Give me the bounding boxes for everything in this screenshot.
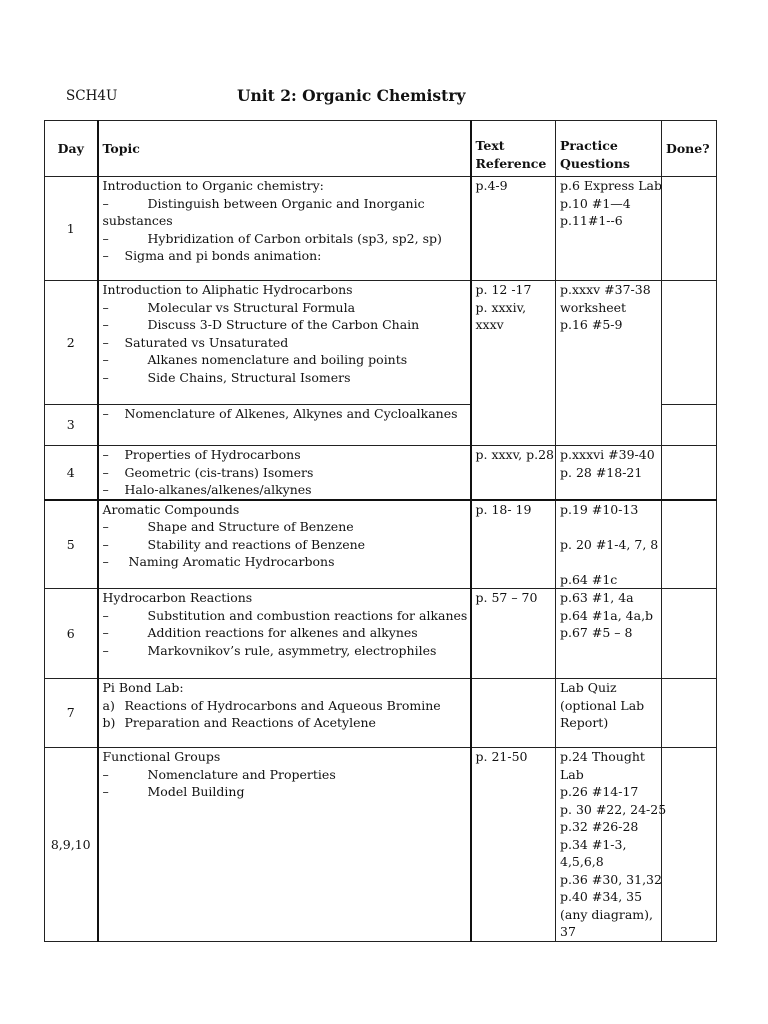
topic-item-text: Alkanes nomenclature and boiling points [147, 352, 408, 367]
practice-question-line [560, 518, 657, 536]
table-row [45, 748, 717, 942]
schedule-table-wrapper [44, 120, 716, 942]
topic-item [103, 369, 466, 387]
topic-item-text: Molecular vs Structural Formula [147, 299, 356, 315]
done-cell[interactable] [662, 500, 717, 589]
practice-question-line: p.64 #1a, 4a,b [560, 607, 654, 623]
practice-question-line: p.xxxv #37-38 [560, 282, 651, 297]
practice-question-line: p.24 Thought [560, 749, 645, 764]
topic-item [103, 624, 466, 642]
practice-question-line: p.34 #1-3, [560, 836, 627, 852]
day-cell [45, 679, 98, 748]
header-row [45, 121, 717, 177]
topic-item-text: Saturated vs Unsaturated [124, 334, 289, 350]
topic-item-text: Hybridization of Carbon orbitals (sp3, sp2, sp) [147, 230, 442, 246]
practice-question-line: p.67 #5 – 8 [560, 625, 633, 640]
topic-item [103, 607, 466, 625]
day-number: 2 [66, 334, 75, 350]
topic-item-text: Side Chains, Structural Isomers [147, 369, 351, 385]
dash-bullet: – [102, 406, 109, 421]
practice-question-line [560, 553, 657, 571]
schedule-table [44, 120, 717, 942]
day-cell [45, 281, 98, 405]
table-row [45, 679, 717, 748]
practice-question-line: p.63 #1, 4a [560, 590, 634, 605]
text-reference-cell [471, 177, 556, 281]
day-cell [45, 177, 98, 281]
topic-title: Hydrocarbon Reactions [102, 590, 253, 605]
topic-item-text: Stability and reactions of Benzene [147, 536, 366, 552]
dash-bullet: – [102, 536, 109, 552]
day-number: 7 [66, 705, 75, 721]
topic-item-text: Nomenclature of Alkenes, Alkynes and Cycloalkanes [124, 406, 458, 421]
topic-item-text: Halo-alkanes/alkenes/alkynes [124, 482, 312, 497]
dash-bullet: – [102, 369, 109, 385]
practice-question-line: p.6 Express Lab [560, 178, 663, 193]
practice-question-line: Report) [560, 715, 609, 730]
text-reference-cell [471, 589, 556, 679]
column-header-text-reference-line-1: Text [475, 138, 505, 153]
text-reference-line: xxxv [475, 317, 504, 332]
practice-question-line: p.10 #1—4 [560, 195, 631, 211]
dash-bullet: – [102, 784, 109, 799]
dash-bullet: – [102, 317, 109, 332]
day-cell [45, 748, 98, 942]
topic-title: Pi Bond Lab: [102, 680, 184, 695]
dash-bullet: – [102, 625, 109, 640]
text-reference-cell [471, 500, 556, 589]
schedule-body [45, 177, 717, 942]
topic-item [103, 334, 466, 352]
done-cell[interactable] [662, 405, 717, 446]
column-header-practice-line-1: Practice [560, 138, 618, 153]
topic-item-text: Shape and Structure of Benzene [147, 519, 354, 534]
day-number: 4 [66, 464, 75, 480]
topic-item-text: Model Building [147, 784, 245, 799]
column-header-text-reference [471, 121, 556, 177]
text-reference-cell [471, 446, 556, 500]
text-reference-line: p. 12 -17 [475, 282, 532, 297]
practice-questions-cell [556, 500, 662, 589]
topic-item [103, 446, 466, 464]
dash-bullet: – [102, 607, 109, 623]
column-header-topic [98, 121, 471, 177]
practice-question-line: Lab [560, 766, 584, 782]
topic-item-text: Nomenclature and Properties [147, 766, 336, 782]
table-row [45, 281, 717, 405]
practice-question-line: 4,5,6,8 [560, 854, 604, 869]
topic-cell [98, 589, 471, 679]
topic-item-text: Naming Aromatic Hydrocarbons [128, 554, 335, 569]
topic-cell [98, 281, 471, 405]
practice-question-line: (optional Lab [560, 697, 645, 713]
course-code: SCH4U [66, 88, 118, 104]
topic-title: Functional Groups [102, 749, 221, 764]
practice-question-line: p.36 #30, 31,32 [560, 871, 662, 887]
day-number: 8,9,10 [50, 836, 91, 852]
dash-bullet: – [102, 519, 109, 534]
topic-item [103, 481, 466, 499]
topic-item [103, 195, 466, 213]
text-reference-line: p. 18- 19 [475, 501, 532, 517]
table-row [45, 589, 717, 679]
unit-title: Unit 2: Organic Chemistry [237, 86, 466, 105]
practice-question-line: p. 28 #18-21 [560, 464, 643, 480]
topic-item-text: Sigma and pi bonds animation: [124, 248, 322, 263]
column-header-done [662, 121, 717, 177]
text-reference-line: p. xxxv, p.28 [475, 447, 555, 462]
practice-question-line: p. 20 #1-4, 7, 8 [560, 536, 659, 552]
topic-cell [98, 177, 471, 281]
column-header-text-reference-line-2: Reference [475, 155, 547, 171]
topic-item [103, 642, 466, 660]
day-cell [45, 500, 98, 589]
practice-questions-cell [556, 446, 662, 500]
text-reference-cell [471, 679, 556, 748]
topic-item-marker: a) [102, 697, 115, 713]
topic-item-marker: b) [102, 715, 116, 730]
day-cell [45, 405, 98, 446]
topic-item-text: Discuss 3-D Structure of the Carbon Chain [147, 317, 420, 332]
done-cell[interactable] [662, 281, 717, 405]
topic-item [103, 247, 466, 265]
topic-item-text: Reactions of Hydrocarbons and Aqueous Bromine [124, 697, 441, 713]
topic-cell [98, 500, 471, 589]
topic-item-text: Preparation and Reactions of Acetylene [124, 715, 376, 730]
topic-item [103, 714, 466, 732]
topic-item [103, 405, 466, 423]
text-reference-line: p. 57 – 70 [475, 590, 538, 605]
day-number: 5 [66, 536, 75, 552]
topic-item [103, 518, 466, 536]
topic-item [103, 464, 466, 482]
topic-item-text: substances [102, 213, 173, 228]
day-cell [45, 589, 98, 679]
topic-item-text: Distinguish between Organic and Inorganic [147, 195, 425, 211]
topic-item [103, 351, 466, 369]
day-number: 3 [66, 417, 75, 433]
dash-bullet: – [102, 230, 109, 246]
topic-cell [98, 446, 471, 500]
topic-item [103, 697, 466, 715]
topic-item-text: Geometric (cis-trans) Isomers [124, 464, 314, 480]
topic-item-text: Markovnikov’s rule, asymmetry, electrophiles [147, 642, 437, 658]
practice-question-line: p.xxxvi #39-40 [560, 447, 655, 462]
topic-item-text: Addition reactions for alkenes and alkynes [147, 625, 418, 640]
day-number: 6 [66, 625, 75, 641]
column-header-day [45, 121, 98, 177]
done-cell[interactable] [662, 446, 717, 500]
practice-question-line: p.11#1--6 [560, 213, 623, 228]
practice-question-line: p.64 #1c [560, 571, 618, 587]
topic-item [103, 536, 466, 554]
topic-item [103, 766, 466, 784]
topic-item [103, 230, 466, 248]
done-cell[interactable] [662, 679, 717, 748]
dash-bullet: – [102, 248, 109, 263]
done-cell[interactable] [662, 589, 717, 679]
topic-cell [98, 679, 471, 748]
column-header-done-label: Done? [666, 140, 710, 156]
topic-cell [98, 748, 471, 942]
text-reference-line: p.4-9 [475, 178, 508, 193]
dash-bullet: – [102, 464, 109, 480]
practice-question-line: p.16 #5-9 [560, 317, 623, 332]
practice-question-line: p.40 #34, 35 [560, 889, 643, 904]
dash-bullet: – [102, 195, 109, 211]
dash-bullet: – [102, 554, 109, 569]
practice-question-line: p.19 #10-13 [560, 501, 639, 517]
topic-item [103, 299, 466, 317]
dash-bullet: – [102, 299, 109, 315]
topic-item-text: Substitution and combustion reactions for alkanes [147, 607, 468, 623]
column-header-practice-line-2: Questions [560, 155, 630, 171]
table-row [45, 446, 717, 500]
column-header-practice-questions [556, 121, 662, 177]
topic-title: Introduction to Aliphatic Hydrocarbons [102, 282, 353, 297]
done-cell[interactable] [662, 748, 717, 942]
practice-question-line: p.26 #14-17 [560, 784, 639, 799]
table-row [45, 177, 717, 281]
dash-bullet: – [102, 352, 109, 367]
dash-bullet: – [102, 334, 109, 350]
practice-questions-cell [556, 177, 662, 281]
dash-bullet: – [102, 447, 109, 462]
dash-bullet: – [102, 482, 109, 497]
day-cell [45, 446, 98, 500]
column-header-topic-label: Topic [102, 140, 140, 156]
topic-item [103, 212, 466, 230]
practice-question-line: 37 [560, 924, 576, 939]
column-header-day-label: Day [57, 140, 84, 156]
practice-question-line: p. 30 #22, 24-25 [560, 801, 667, 817]
practice-question-line: (any diagram), [560, 906, 653, 922]
topic-title: Aromatic Compounds [102, 501, 240, 517]
practice-questions-cell [556, 281, 662, 446]
dash-bullet: – [102, 642, 109, 658]
day-number: 1 [66, 220, 75, 236]
topic-title: Introduction to Organic chemistry: [102, 178, 324, 193]
topic-item-text: Properties of Hydrocarbons [124, 447, 301, 462]
dash-bullet: – [102, 766, 109, 782]
practice-question-line: Lab Quiz [560, 680, 617, 695]
text-reference-cell [471, 748, 556, 942]
practice-question-line: worksheet [560, 299, 627, 315]
practice-question-line: p.32 #26-28 [560, 819, 639, 834]
practice-questions-cell [556, 679, 662, 748]
done-cell[interactable] [662, 177, 717, 281]
topic-cell [98, 405, 471, 446]
text-reference-cell [471, 281, 556, 446]
practice-questions-cell [556, 589, 662, 679]
practice-questions-cell [556, 748, 667, 942]
table-row [45, 500, 717, 589]
topic-item [103, 316, 466, 334]
topic-item [103, 783, 466, 801]
text-reference-line: p. 21-50 [475, 749, 528, 764]
text-reference-line: p. xxxiv, [475, 299, 527, 315]
topic-item [103, 553, 466, 571]
